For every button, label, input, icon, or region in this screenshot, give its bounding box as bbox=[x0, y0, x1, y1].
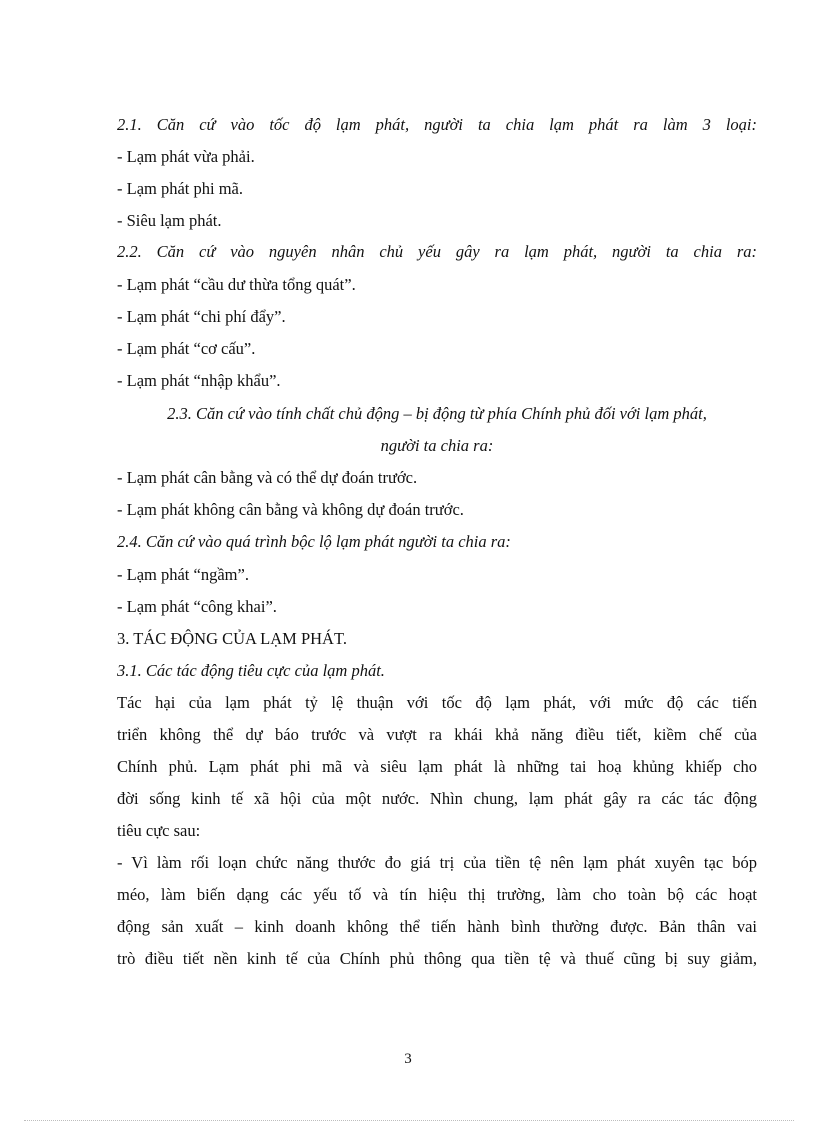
text-line: động sản xuất – kinh doanh không thể tiến hành bình thường được. Bản thân vai bbox=[117, 917, 757, 936]
text-line: người ta chia ra: bbox=[380, 436, 494, 455]
text-line: - Lạm phát “nhập khẩu”. bbox=[117, 371, 281, 390]
text-line: - Lạm phát “công khai”. bbox=[117, 597, 277, 616]
text-line: triển không thể dự báo trước và vượt ra khái khả năng điều tiết, kiềm chế của bbox=[117, 725, 757, 744]
text-line: - Lạm phát vừa phải. bbox=[117, 147, 255, 166]
text-line: - Lạm phát “ngầm”. bbox=[117, 565, 249, 584]
text-line: - Lạm phát cân bằng và có thể dự đoán trước. bbox=[117, 468, 418, 487]
text-line: Tác hại của lạm phát tỷ lệ thuận với tốc độ lạm phát, với mức độ các tiến bbox=[117, 693, 757, 712]
text-line: - Siêu lạm phát. bbox=[117, 211, 222, 230]
text-line: - Lạm phát phi mã. bbox=[117, 179, 244, 198]
text-line: 2.1. Căn cứ vào tốc độ lạm phát, người ta chia lạm phát ra làm 3 loại: bbox=[117, 115, 757, 134]
text-line: - Lạm phát “cầu dư thừa tổng quát”. bbox=[117, 275, 356, 294]
text-line: Chính phủ. Lạm phát phi mã và siêu lạm phát là những tai hoạ khủng khiếp cho bbox=[117, 757, 757, 776]
text-line: méo, làm biến dạng các yếu tố và tín hiệu thị trường, làm cho toàn bộ các hoạt bbox=[117, 885, 757, 904]
text-line: 2.2. Căn cứ vào nguyên nhân chủ yếu gây ra lạm phát, người ta chia ra: bbox=[117, 242, 757, 261]
text-line: - Lạm phát “chi phí đẩy”. bbox=[117, 307, 286, 326]
page-number: 3 bbox=[404, 1051, 412, 1067]
text-line: 2.3. Căn cứ vào tính chất chủ động – bị động từ phía Chính phủ đối với lạm phát, bbox=[167, 404, 707, 423]
text-line: 3. TÁC ĐỘNG CỦA LẠM PHÁT. bbox=[117, 629, 347, 648]
text-line: - Lạm phát không cân bằng và không dự đoán trước. bbox=[117, 500, 464, 519]
text-line: 3.1. Các tác động tiêu cực của lạm phát. bbox=[117, 661, 385, 680]
text-line: - Vì làm rối loạn chức năng thước đo giá trị của tiền tệ nên lạm phát xuyên tạc bóp bbox=[117, 853, 757, 872]
text-line: 2.4. Căn cứ vào quá trình bộc lộ lạm phát người ta chia ra: bbox=[117, 532, 511, 551]
text-line: tiêu cực sau: bbox=[117, 821, 201, 840]
text-line: đời sống kinh tế xã hội của một nước. Nhìn chung, lạm phát gây ra các tác động bbox=[117, 789, 757, 808]
page-bottom-divider bbox=[24, 1120, 794, 1121]
text-line: - Lạm phát “cơ cấu”. bbox=[117, 339, 256, 358]
text-line: trò điều tiết nền kinh tế của Chính phủ thông qua tiền tệ và thuế cũng bị suy giảm, bbox=[117, 949, 757, 968]
